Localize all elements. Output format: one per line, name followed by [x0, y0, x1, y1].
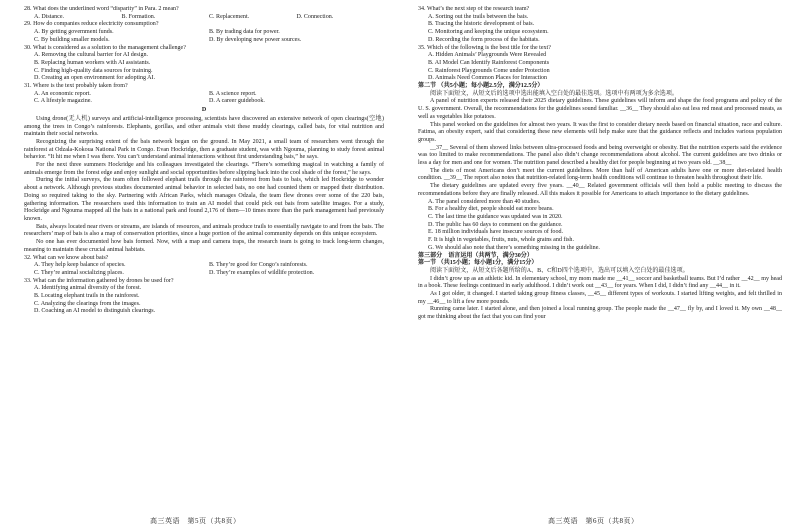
option: C. By building smaller models. — [34, 36, 110, 43]
question-31 — [24, 83, 384, 106]
choice-list — [418, 199, 782, 253]
question-29 — [24, 21, 384, 44]
question-28 — [24, 6, 384, 21]
section-1-title: 第一节 （共15小题；每小题1分，满分15分） — [418, 260, 538, 267]
option: C. A lifestyle magazine. — [34, 98, 92, 105]
option: D. They’re examples of wildlife protection. — [209, 269, 315, 276]
page-footer-right: 高三英语 第6页（共8页） — [548, 517, 639, 525]
choice: A. The panel considered more than 40 studies. — [428, 198, 541, 205]
passage-d — [24, 116, 384, 255]
paragraph: A panel of nutrition experts released their 2025 dietary guidelines. These guidelines will inform and shape the food programs and policy of the U. S. government. Overall, the recommendations for the guidelines sound familiar. __36__ They should also eat less red meat and processed meats, as well as vegetables like potatoes. — [418, 98, 782, 120]
option: B. AI Model Can Identify Rainforest Components — [428, 59, 550, 66]
option: C. Replacement. — [209, 13, 250, 20]
option: A. They help keep balance of species. — [34, 262, 126, 269]
paragraph: As I got older, it changed. I started taking group fitness classes, __45__ different types of workouts. I started lifting weights, and felt thrilled in my __46__ to lift a few more pounds. — [418, 291, 782, 305]
option-row — [24, 98, 384, 106]
option: B. Replacing human workers with AI assistants. — [34, 59, 151, 66]
page-footer-left: 高三英语 第5页（共8页） — [150, 517, 241, 525]
question-30 — [24, 45, 384, 84]
choice: C. The last time the guidance was updated was in 2020. — [428, 213, 563, 220]
paragraph: The diets of most Americans don’t meet the current guidelines. More than half of American adults have one or more diet-related health condition. __39__ The report also notes that nutrition-related long-term health conditions will continue to threaten health throughout their life. — [418, 167, 782, 182]
option: D. Connection. — [296, 13, 334, 20]
choice: F. It is high in vegetables, fruits, nuts, whole grains and fish. — [428, 237, 574, 244]
option: B. By trading data for power. — [209, 29, 280, 36]
paragraph: For the next three summers Hockridge and his colleagues investigated the clearings. “There’s something magical in watching a family of animals emerge from the forest edge and enjoy sunlight and social opportunities before slipping back into the cool shade of the forest,” he says. — [24, 162, 384, 176]
question-stem: 33. What can the information gathered by drones be used for? — [24, 277, 174, 284]
question-stem: 34. What’s the next step of the research team? — [418, 6, 530, 12]
question-stem: 35. Which of the following is the best title for the text? — [418, 44, 551, 51]
option-row — [24, 262, 384, 270]
paragraph: __37__ Several of them showed links between ultra-processed foods and being overweight or obesity. But the nutrition experts said the evidence was too limited to make recommendations. The panel also didn’t change recommendations about alcohol. The current guidelines are two drinks or less a day for men and one for women. The nutrition panel described a healthy diet for people beginning at two years old. __38__ — [418, 144, 782, 167]
paragraph: Using drone(无人机) surveys and artificial-intelligence processing, scientists have discovered an extensive network of open clearings(空地) among the trees in Congo’s rainforests. Elephants, gorillas, and other animals visit these muddy clearings, called bais, for vital nutrition and maintain their social networks. — [24, 115, 384, 138]
option: C. Finding high-quality data sources for training. — [34, 67, 153, 74]
paragraph: I didn’t grow up as an athletic kid. In elementary school, my mom made me __41__ soccer and basketball teams. But I’d rather __42__ my head in a book. These feelings continued in early adulthood. I didn’t work out __43__ for years. When I did, I didn’t find any __44__ in it. — [418, 275, 782, 290]
option: A. Sorting out the trails between the bais. — [428, 13, 529, 20]
option-row — [24, 37, 384, 45]
option: D. Animals Need Common Places for Interaction — [428, 75, 548, 82]
option: B. Tracing the historic development of bais. — [428, 21, 535, 28]
question-stem: 28. What does the underlined word “disparity” in Para. 2 mean? — [24, 6, 179, 12]
option: A. Identifying animal diversity of the forest. — [34, 285, 142, 292]
choice: G. We should also note that there’s something missing in the guideline. — [428, 244, 600, 251]
option: B. Formation. — [121, 13, 156, 20]
option: A. Hidden Animals’ Playgrounds Were Revealed — [428, 52, 547, 59]
option: D. By developing new power sources. — [209, 36, 302, 43]
section-2-title: 第二节 （共5小题；每小题2.5分，满分12.5分） — [418, 83, 544, 90]
option: D. Recording the form process of the habitats. — [428, 36, 540, 43]
option: B. A science report. — [209, 90, 257, 97]
paragraph: During the initial surveys, the team often followed elephant trails through the rainforest from bais to bais, which led Hockridge to wonder about a network. Although previous studies documented animal behavior in selected bais, no one had counted them or mapped their distribution. Doing so required taking to the sky. Partnering with African Parks, which manages Odzala, the team flew drones over some of the 220 bais, gathering information. The researchers used this information to train an AI model that could pick out bais from satellite images. For a study, Hockridge and Ngouma mapped all the bais in a national park and found 2,176 of them—10 times more than the park management had previously known. — [24, 177, 384, 222]
section-1-instructions: 阅读下面短文，从短文后各题所给的A、B、C和D四个选项中，选出可以填入空白处的最佳选项。 — [430, 267, 689, 274]
option-row — [24, 29, 384, 37]
option: B. Locating elephant trails in the rainforest. — [34, 293, 140, 300]
passage-nutrition — [418, 98, 782, 198]
choice: D. The public has 60 days to comment on the guidance. — [428, 221, 563, 228]
question-33 — [24, 278, 384, 317]
passage-label: D — [201, 107, 207, 114]
question-32 — [24, 255, 384, 278]
option: B. They’re good for Congo’s rainforests. — [209, 262, 308, 269]
question-stem: 29. How do companies reduce electricity consumption? — [24, 21, 159, 28]
option: D. Coaching an AI model to distinguish clearings. — [34, 308, 156, 315]
option: A. By getting government funds. — [34, 29, 114, 36]
option: D. A career guidebook. — [209, 98, 265, 105]
option: A. Distance. — [34, 13, 65, 20]
option: C. Analyzing the clearings from the images. — [34, 300, 141, 307]
option: C. Rainforest Playgrounds Come under Protection — [428, 67, 550, 74]
cloze-passage — [418, 276, 782, 322]
question-stem: 31. Where is the text probably taken from? — [24, 83, 128, 90]
question-34 — [418, 6, 782, 45]
option: D. Creating an open environment for adopting AI. — [34, 75, 156, 82]
option: C. They’re animal socializing places. — [34, 269, 124, 276]
part-3-title: 第三部分 语言运用（共两节，满分30分） — [418, 252, 533, 259]
paragraph: Bais, always located near rivers or streams, are islands of resources, and animals produce trails to essentially navigate to and from the bais. The researchers’ map of bais is also a map of conservation priorities, since a huge portion of the animal community depends on this unique ecosystem. — [24, 223, 384, 238]
choice: B. For a healthy diet, people should eat more beans. — [428, 206, 554, 213]
question-stem: 30. What is considered as a solution to the management challenge? — [24, 44, 186, 51]
question-35 — [418, 45, 782, 84]
paragraph: Running came later. I started alone, and then joined a local running group. The people made the __47__ fly by, and I loved it. My own __48__ got me thinking about the fact that you can find your — [418, 306, 782, 321]
paragraph: The dietary guidelines are updated every five years. __40__ Related government officials will then hold a public meeting to discuss the recommendations before they are finally released. All this makes it possible for Americans to attach importance to the dietary guidelines. — [418, 183, 782, 197]
choice: E. 18 million individuals have insecure sources of food. — [428, 229, 564, 236]
option: A. Removing the cultural barrier for AI design. — [34, 52, 149, 59]
paragraph: No one has ever documented how bais formed. Now, with a map and camera traps, the research team is going to track long-term changes, meaning to maintain these crucial animal habitats. — [24, 239, 384, 253]
right-column — [418, 6, 782, 510]
section-2-instructions: 阅读下面短文，从短文后的选项中选出能填入空白处的最佳选项。选项中有两项为多余选项。 — [430, 90, 678, 97]
paragraph: Recognizing the surprising extent of the bais network began on the ground. In May 2021, a small team of researchers went through the rainforest at Odzala-Kokoua National Park in Congo. Evan Hockridge, then a graduate student, was with Ngouma, planning to study forest animal behavior. “It hit me when I was there. You can’t understand animal interactions without first understanding bais,” he says. — [24, 138, 384, 161]
left-column — [24, 6, 384, 510]
option: C. Monitoring and keeping the unique ecosystem. — [428, 29, 549, 36]
option-row — [24, 14, 384, 22]
option-row — [24, 270, 384, 278]
question-stem: 32. What can we know about bais? — [24, 254, 109, 261]
option: A. An economic report. — [34, 90, 91, 97]
paragraph: This panel worked on the guidelines for almost two years. It was the first to consider dietary needs based on financial situation, race and culture. Fatima, an obesity expert, said that considering these new elements will help make sure that the guidance reflects and includes various population groups. — [418, 121, 782, 143]
